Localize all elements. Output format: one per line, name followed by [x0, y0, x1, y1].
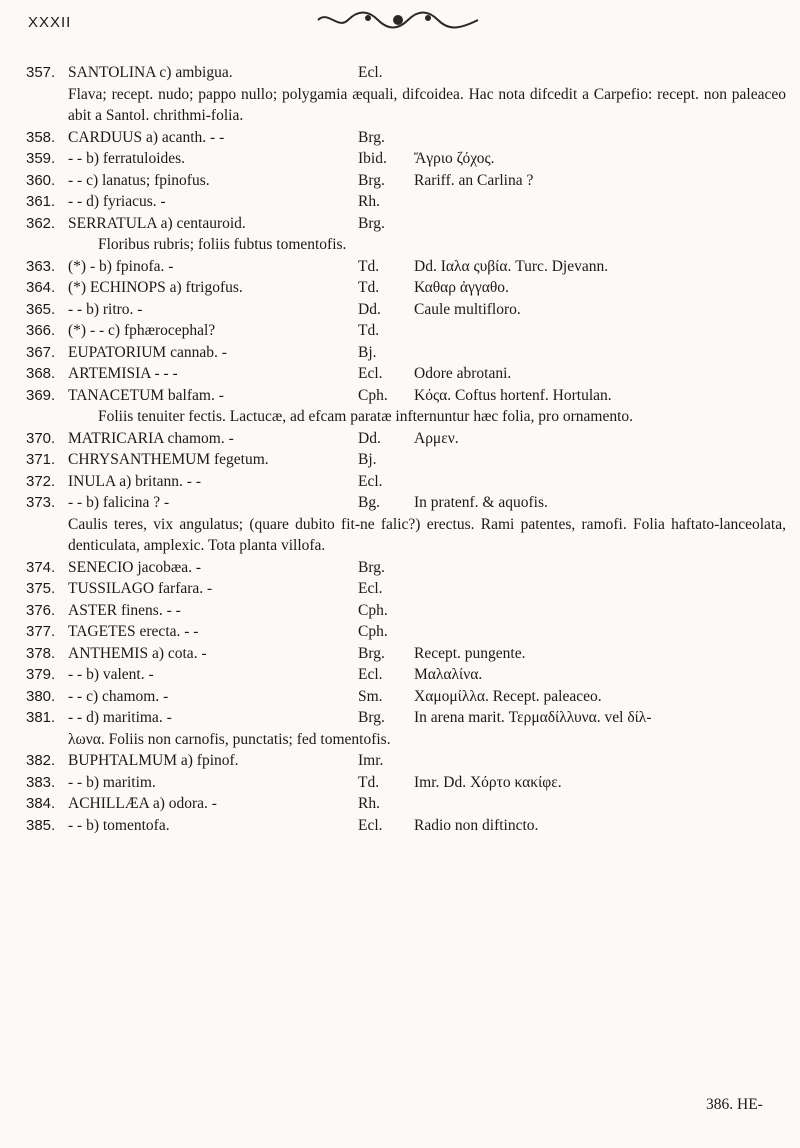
- entry-number: 364.: [26, 279, 56, 296]
- entry-name: SENECIO jacobæa. -: [68, 558, 202, 576]
- entry-number: 362.: [26, 214, 56, 232]
- entry-number: 371.: [26, 451, 56, 468]
- entry-source: Cph.: [358, 386, 388, 404]
- entry-source: Ecl.: [358, 816, 383, 834]
- catchword: 386. HE-: [706, 1096, 763, 1113]
- entry-row: [26, 363, 786, 385]
- entry-note: Dd. Ιαλα ςυβία. Turc. Djevann.: [414, 257, 609, 275]
- entry-row: [26, 385, 786, 407]
- entry-name: - - b) falicina ? -: [68, 494, 170, 511]
- entry-row: [26, 170, 786, 192]
- entry-row: [26, 557, 786, 579]
- entry-source: Brg.: [358, 558, 385, 576]
- entry-row: [26, 191, 786, 213]
- entry-number: 375.: [26, 580, 56, 597]
- entry-name: - - b) ferratuloides.: [68, 150, 186, 167]
- entry-number: 366.: [26, 322, 56, 339]
- entry-name: - - b) ritro. -: [68, 300, 143, 318]
- entry-source: Brg.: [358, 171, 385, 189]
- entry-name: BUPHTALMUM a) fpinof.: [68, 752, 239, 769]
- entries-list: [26, 62, 786, 836]
- entry-name: INULA a) britann. - -: [68, 472, 201, 490]
- entry-note: In arena marit. Τερμαδίλλυνα. vel δίλ-: [414, 709, 652, 726]
- entry-name: ASTER finens. - -: [68, 601, 181, 619]
- entry-number: 381.: [26, 709, 56, 726]
- entry-row: [26, 664, 786, 686]
- entry-note: Caule multifloro.: [414, 300, 521, 318]
- entry-note: Ἄγριο ζόχος.: [414, 150, 495, 167]
- entry-source: Bj.: [358, 343, 377, 361]
- entry-number: 368.: [26, 365, 56, 382]
- entry-source: Brg.: [358, 709, 385, 726]
- entry-name: SANTOLINA c) ambigua.: [68, 64, 233, 81]
- entry-source: Sm.: [358, 687, 383, 705]
- entry-name: - - d) maritima. -: [68, 709, 172, 726]
- entry-number: 363.: [26, 257, 56, 275]
- entry-row: [26, 342, 786, 364]
- entry-continuation: Floribus rubris; foliis fubtus tomentofis.: [98, 236, 347, 253]
- page-number: XXXII: [28, 14, 72, 31]
- entry-name: ACHILLÆA a) odora. -: [68, 795, 217, 812]
- entry-row: [26, 299, 786, 321]
- entry-source: Td.: [358, 322, 380, 339]
- entry-note: Odore abrotani.: [414, 365, 512, 382]
- entry-source: Ecl.: [358, 365, 383, 382]
- entry-row: [26, 492, 786, 514]
- entry-row: [26, 621, 786, 643]
- entry-name: CHRYSANTHEMUM fegetum.: [68, 451, 269, 468]
- entry-row: [26, 428, 786, 450]
- entry-name: MATRICARIA chamom. -: [68, 429, 234, 447]
- entry-name: - - c) chamom. -: [68, 687, 169, 705]
- entry-number: 369.: [26, 386, 56, 404]
- entry-note: Recept. pungente.: [414, 644, 526, 662]
- entry-number: 370.: [26, 429, 56, 447]
- entry-name: - - b) valent. -: [68, 666, 154, 683]
- entry-name: (*) - - c) fphærocephal?: [68, 322, 216, 339]
- entry-name: TAGETES erecta. - -: [68, 623, 199, 640]
- entry-note: In pratenf. & aquofis.: [414, 494, 548, 511]
- entry-number: 383.: [26, 773, 56, 791]
- entry-number: 384.: [26, 795, 56, 812]
- entry-source: Ibid.: [358, 150, 387, 167]
- entry-note: Κόςα. Coftus hortenf. Hortulan.: [414, 386, 612, 404]
- entry-continuation: Foliis tenuiter fectis. Lactucæ, ad efcam paratæ infternuntur hæc folia, pro ornamento.: [98, 408, 634, 425]
- entry-continuation: Caulis teres, vix angulatus; (quare dubito fit-ne falic?) erectus. Rami patentes, ramofi. Folia haftato-lanceolata, denticulata, amplexic. Tota planta villofa.: [68, 515, 786, 554]
- entry-number: 374.: [26, 558, 56, 576]
- entry-row: [26, 127, 786, 149]
- entry-number: 385.: [26, 816, 56, 834]
- entry-row: [26, 750, 786, 772]
- entry-row: [26, 148, 786, 170]
- entry-note: Imr. Dd. Χόρτο κακίφε.: [414, 773, 562, 791]
- decorative-ornament-icon: [308, 6, 488, 34]
- entry-name: TUSSILAGO farfara. -: [68, 580, 213, 597]
- entry-number: 378.: [26, 644, 56, 662]
- entry-row: [26, 772, 786, 794]
- entry-number: 360.: [26, 171, 56, 189]
- entry-source: Ecl.: [358, 64, 383, 81]
- entry-row: [26, 643, 786, 665]
- entry-source: Bg.: [358, 494, 380, 511]
- entry-name: SERRATULA a) centauroid.: [68, 214, 246, 232]
- entry-name: TANACETUM balfam. -: [68, 386, 224, 404]
- entry-number: 373.: [26, 494, 56, 511]
- entry-number: 380.: [26, 687, 56, 705]
- entry-number: 357.: [26, 64, 56, 81]
- entry-name: (*) - b) fpinofa. -: [68, 257, 174, 275]
- entry-source: Ecl.: [358, 666, 383, 683]
- entry-number: 382.: [26, 752, 56, 769]
- entry-number: 372.: [26, 472, 56, 490]
- entry-number: 367.: [26, 343, 56, 361]
- entry-name: ARTEMISIA - - -: [68, 365, 178, 382]
- entry-row: [26, 686, 786, 708]
- entry-row: [26, 213, 786, 235]
- entry-source: Brg.: [358, 644, 385, 662]
- entry-source: Dd.: [358, 300, 381, 318]
- entry-source: Dd.: [358, 429, 381, 447]
- entry-row: [26, 449, 786, 471]
- entry-row: [26, 471, 786, 493]
- entry-name: ANTHEMIS a) cota. -: [68, 644, 207, 662]
- entry-source: Td.: [358, 257, 380, 275]
- entry-note: Καθαρ ἀγγαθο.: [414, 279, 509, 296]
- entry-row: [26, 815, 786, 837]
- entry-source: Brg.: [358, 128, 385, 146]
- entry-row: [26, 277, 786, 299]
- entry-note: Αρμεν.: [414, 429, 459, 447]
- entry-note: Χαμομίλλα. Recept. paleaceo.: [414, 687, 602, 705]
- entry-name: - - b) maritim.: [68, 773, 156, 791]
- entry-number: 377.: [26, 623, 56, 640]
- entry-name: (*) ECHINOPS a) ftrigofus.: [68, 279, 243, 296]
- entry-row: [26, 600, 786, 622]
- entry-row: [26, 793, 786, 815]
- entry-name: - - d) fyriacus. -: [68, 193, 166, 210]
- entry-note: Rariff. an Carlina ?: [414, 171, 534, 189]
- entry-row: [26, 62, 786, 84]
- entry-source: Ecl.: [358, 580, 383, 597]
- entry-row: [26, 707, 786, 729]
- entry-source: Td.: [358, 773, 380, 791]
- entry-number: 361.: [26, 193, 56, 210]
- entry-note: Radio non diftincto.: [414, 816, 539, 834]
- entry-source: Imr.: [358, 752, 384, 769]
- entry-note: Μαλαλίνα.: [414, 666, 483, 683]
- entry-name: - - c) lanatus; fpinofus.: [68, 171, 210, 189]
- entry-row: [26, 256, 786, 278]
- entry-source: Cph.: [358, 601, 388, 619]
- entry-continuation: Flava; recept. nudo; pappo nullo; polygamia æquali, difcoidea. Hac nota difcedit a Carpefio: recept. non paleaceo abit a Santol. chrithmi-folia.: [68, 85, 786, 124]
- entry-row: [26, 578, 786, 600]
- entry-source: Rh.: [358, 193, 380, 210]
- entry-source: Rh.: [358, 795, 380, 812]
- entry-source: Cph.: [358, 623, 388, 640]
- entry-source: Td.: [358, 279, 380, 296]
- entry-name: EUPATORIUM cannab. -: [68, 343, 227, 361]
- entry-source: Bj.: [358, 451, 377, 468]
- entry-row: [26, 320, 786, 342]
- entry-number: 376.: [26, 601, 56, 619]
- entry-continuation: λωνα. Foliis non carnofis, punctatis; fed tomentofis.: [68, 730, 391, 748]
- entry-number: 359.: [26, 150, 56, 167]
- entry-name: - - b) tomentofa.: [68, 816, 170, 834]
- entry-number: 365.: [26, 300, 56, 318]
- entry-number: 358.: [26, 128, 56, 146]
- entry-source: Ecl.: [358, 472, 383, 490]
- entry-source: Brg.: [358, 214, 385, 232]
- entry-name: CARDUUS a) acanth. - -: [68, 128, 225, 146]
- entry-number: 379.: [26, 666, 56, 683]
